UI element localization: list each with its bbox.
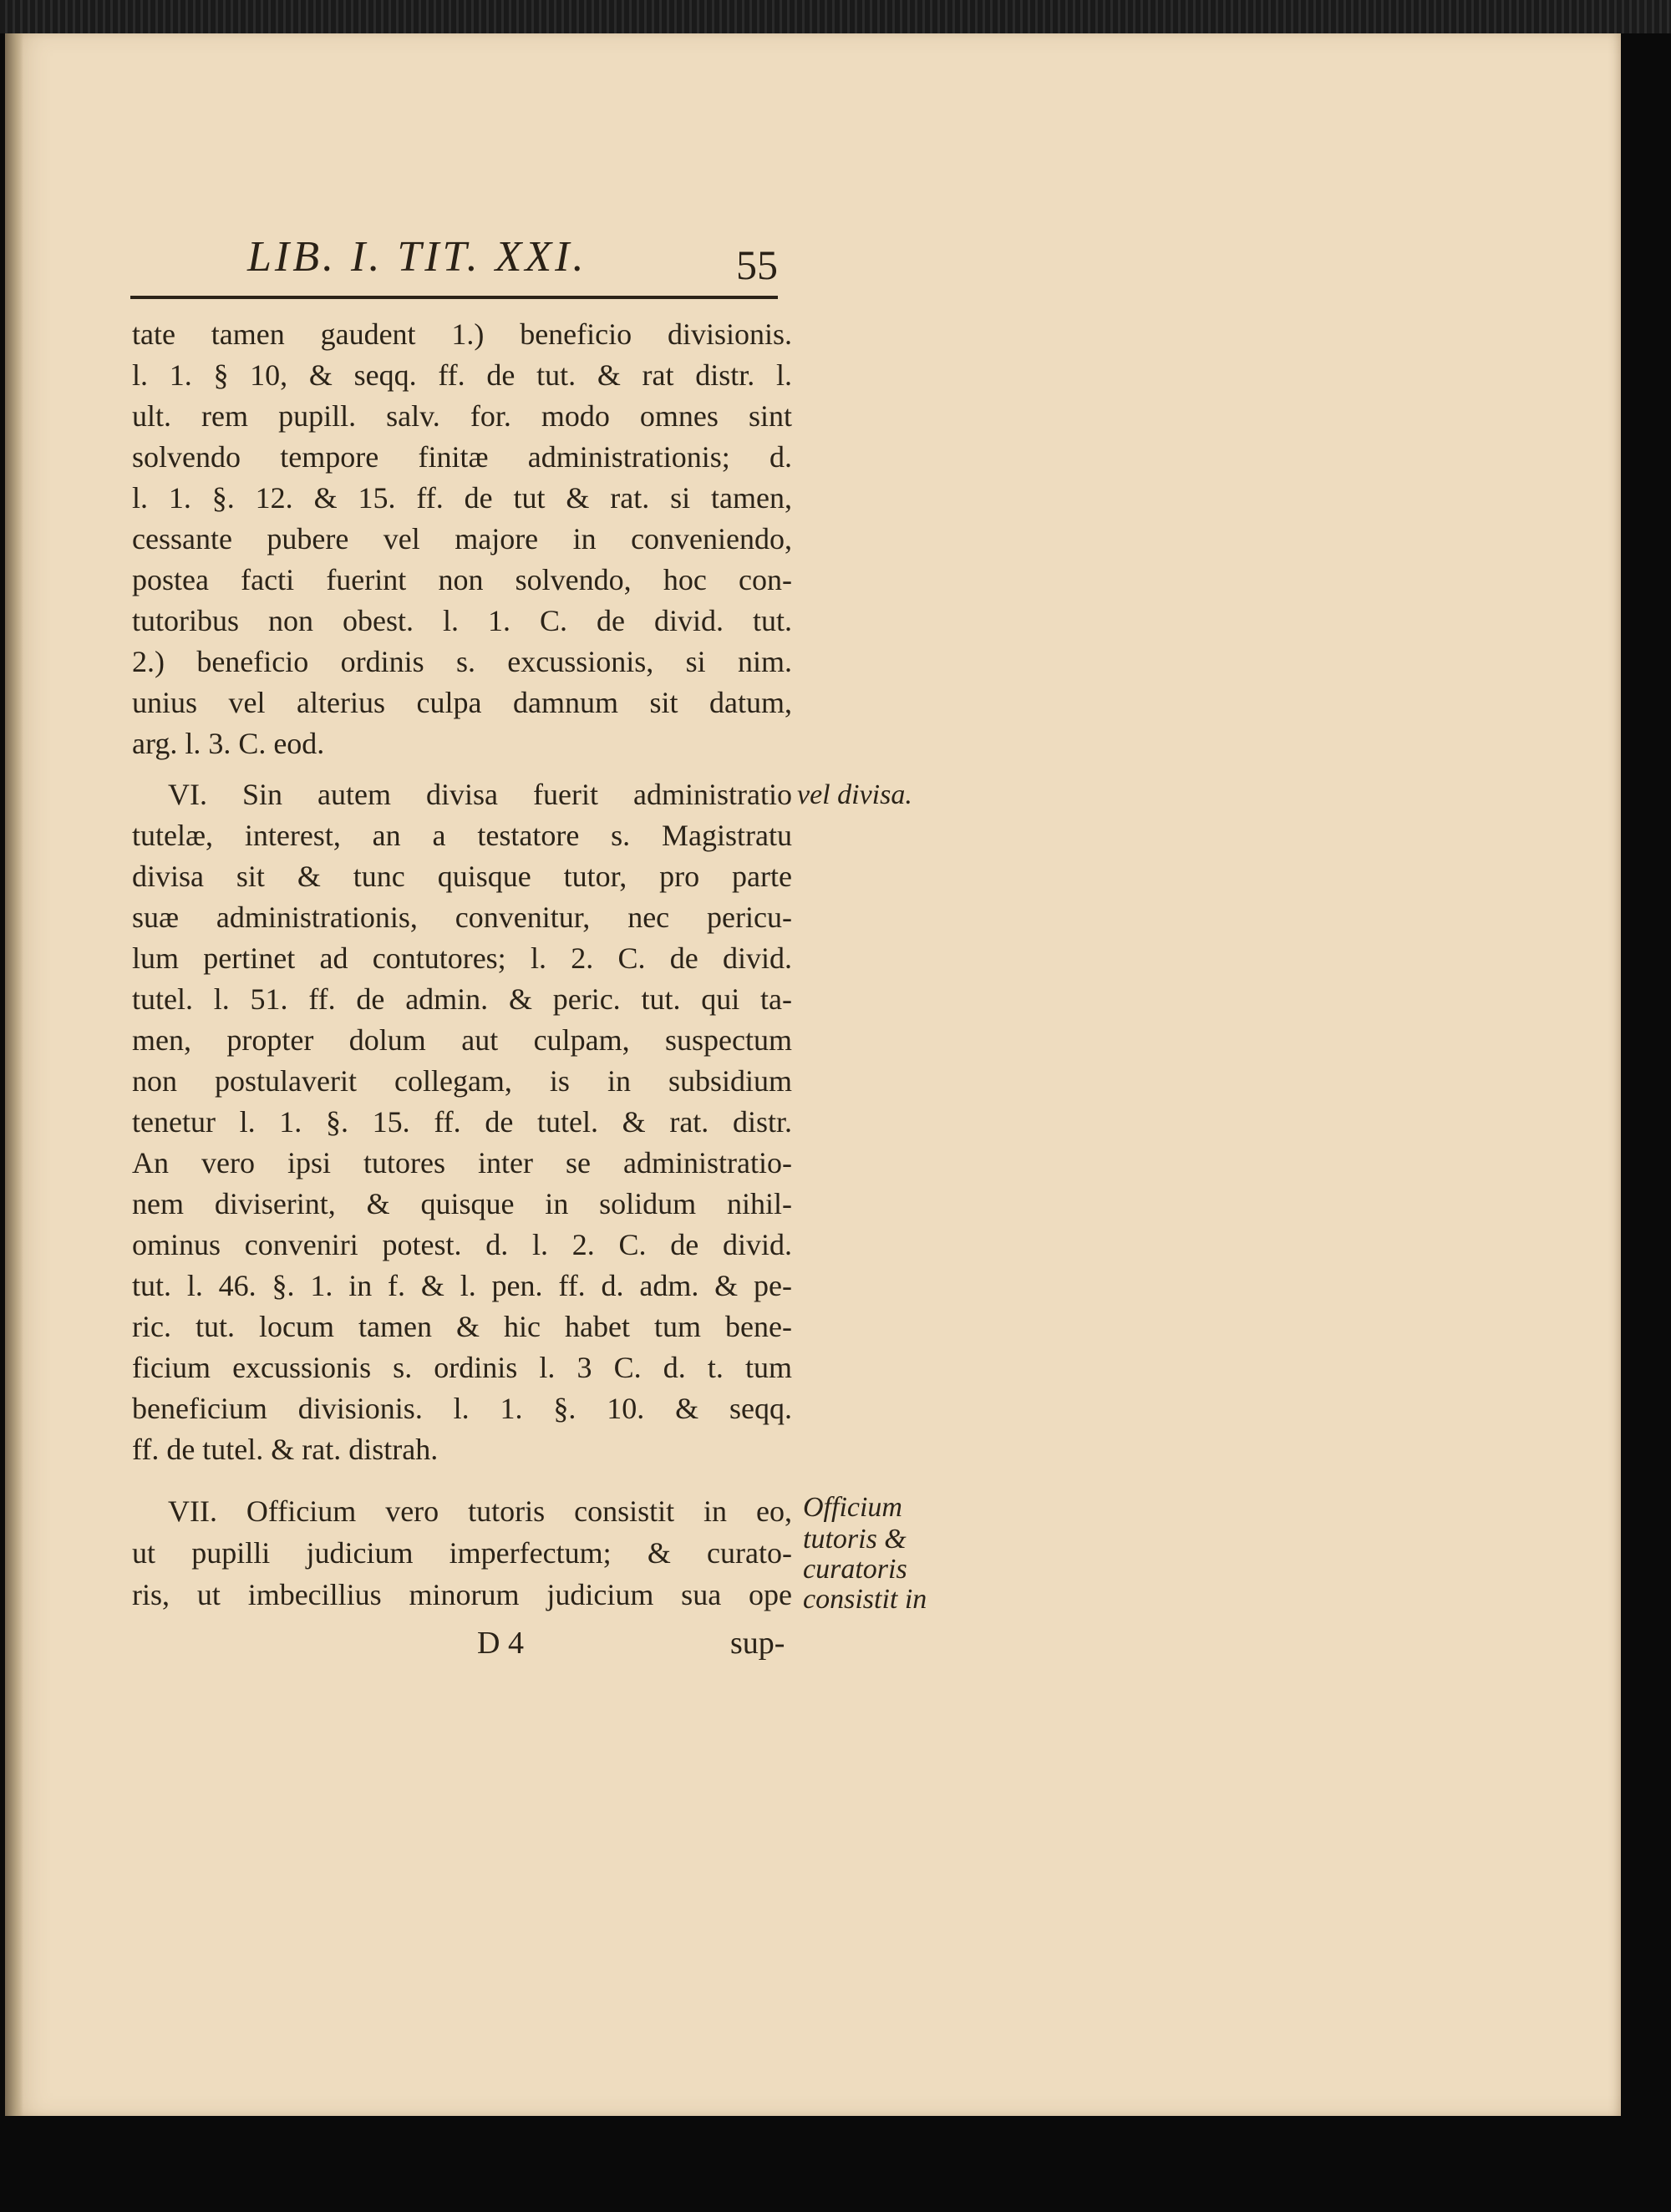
text-line: tutel. l. 51. ff. de admin. & peric. tut. qui ta- (132, 982, 792, 1016)
main-text-block (5, 33, 1621, 2116)
text-line: ut pupilli judicium imperfectum; & curato- (132, 1536, 792, 1570)
text-line: postea facti fuerint non solvendo, hoc con- (132, 563, 792, 596)
paragraph-start-line: VI. Sin autem divisa fuerit administratio (168, 778, 792, 811)
book-page (5, 33, 1621, 2116)
catchword: sup- (730, 1626, 785, 1661)
text-line: ff. de tutel. & rat. distrah. (132, 1433, 439, 1466)
signature-mark: D 4 (477, 1626, 524, 1661)
page-number: 55 (736, 241, 778, 288)
text-line: cessante pubere vel majore in conveniendo, (132, 522, 792, 556)
text-line: tut. l. 46. §. 1. in f. & l. pen. ff. d. adm. & pe- (132, 1269, 792, 1302)
paragraph-start-line: VII. Officium vero tutoris consistit in eo, (168, 1494, 792, 1528)
marginal-note-officium-line-2: tutoris & (803, 1524, 907, 1555)
text-line: nem diviserint, & quisque in solidum nihil- (132, 1187, 792, 1220)
text-line: tutelæ, interest, an a testatore s. Magistratu (132, 819, 792, 852)
text-line: ult. rem pupill. salv. for. modo omnes sint (132, 399, 792, 433)
marginal-note-officium-line-1: Officium (803, 1492, 902, 1523)
text-line: arg. l. 3. C. eod. (132, 727, 325, 760)
text-line: suæ administrationis, convenitur, nec pericu- (132, 901, 792, 934)
text-line: tenetur l. 1. §. 15. ff. de tutel. & rat. distr. (132, 1105, 792, 1139)
text-line: ric. tut. locum tamen & hic habet tum bene- (132, 1310, 792, 1343)
text-line: lum pertinet ad contutores; l. 2. C. de divid. (132, 941, 792, 975)
text-line: An vero ipsi tutores inter se administratio- (132, 1146, 792, 1180)
text-line: men, propter dolum aut culpam, suspectum (132, 1023, 792, 1057)
text-line: tate tamen gaudent 1.) beneficio divisionis. (132, 317, 792, 351)
text-line: ominus conveniri potest. d. l. 2. C. de divid. (132, 1228, 792, 1261)
text-line: solvendo tempore finitæ administrationis; d. (132, 440, 792, 474)
text-line: ficium excussionis s. ordinis l. 3 C. d. t. tum (132, 1351, 792, 1384)
text-line: unius vel alterius culpa damnum sit datum, (132, 686, 792, 719)
marginal-note-officium-line-4: consistit in (803, 1584, 927, 1615)
text-line: tutoribus non obest. l. 1. C. de divid. tut. (132, 604, 792, 637)
text-line: l. 1. § 10, & seqq. ff. de tut. & rat distr. l. (132, 358, 792, 392)
text-line: non postulaverit collegam, is in subsidium (132, 1064, 792, 1098)
text-line: divisa sit & tunc quisque tutor, pro parte (132, 860, 792, 893)
text-line: ris, ut imbecillius minorum judicium sua ope (132, 1578, 792, 1611)
text-line: beneficium divisionis. l. 1. §. 10. & seqq. (132, 1392, 792, 1425)
text-line: l. 1. §. 12. & 15. ff. de tut & rat. si tamen, (132, 481, 792, 515)
marginal-note-divisa: vel divisa. (797, 779, 912, 810)
running-head-title: LIB. I. TIT. XXI. (247, 233, 587, 281)
text-line: 2.) beneficio ordinis s. excussionis, si nim. (132, 645, 792, 678)
marginal-note-officium-line-3: curatoris (803, 1554, 907, 1585)
scan-top-strip (0, 0, 1671, 33)
